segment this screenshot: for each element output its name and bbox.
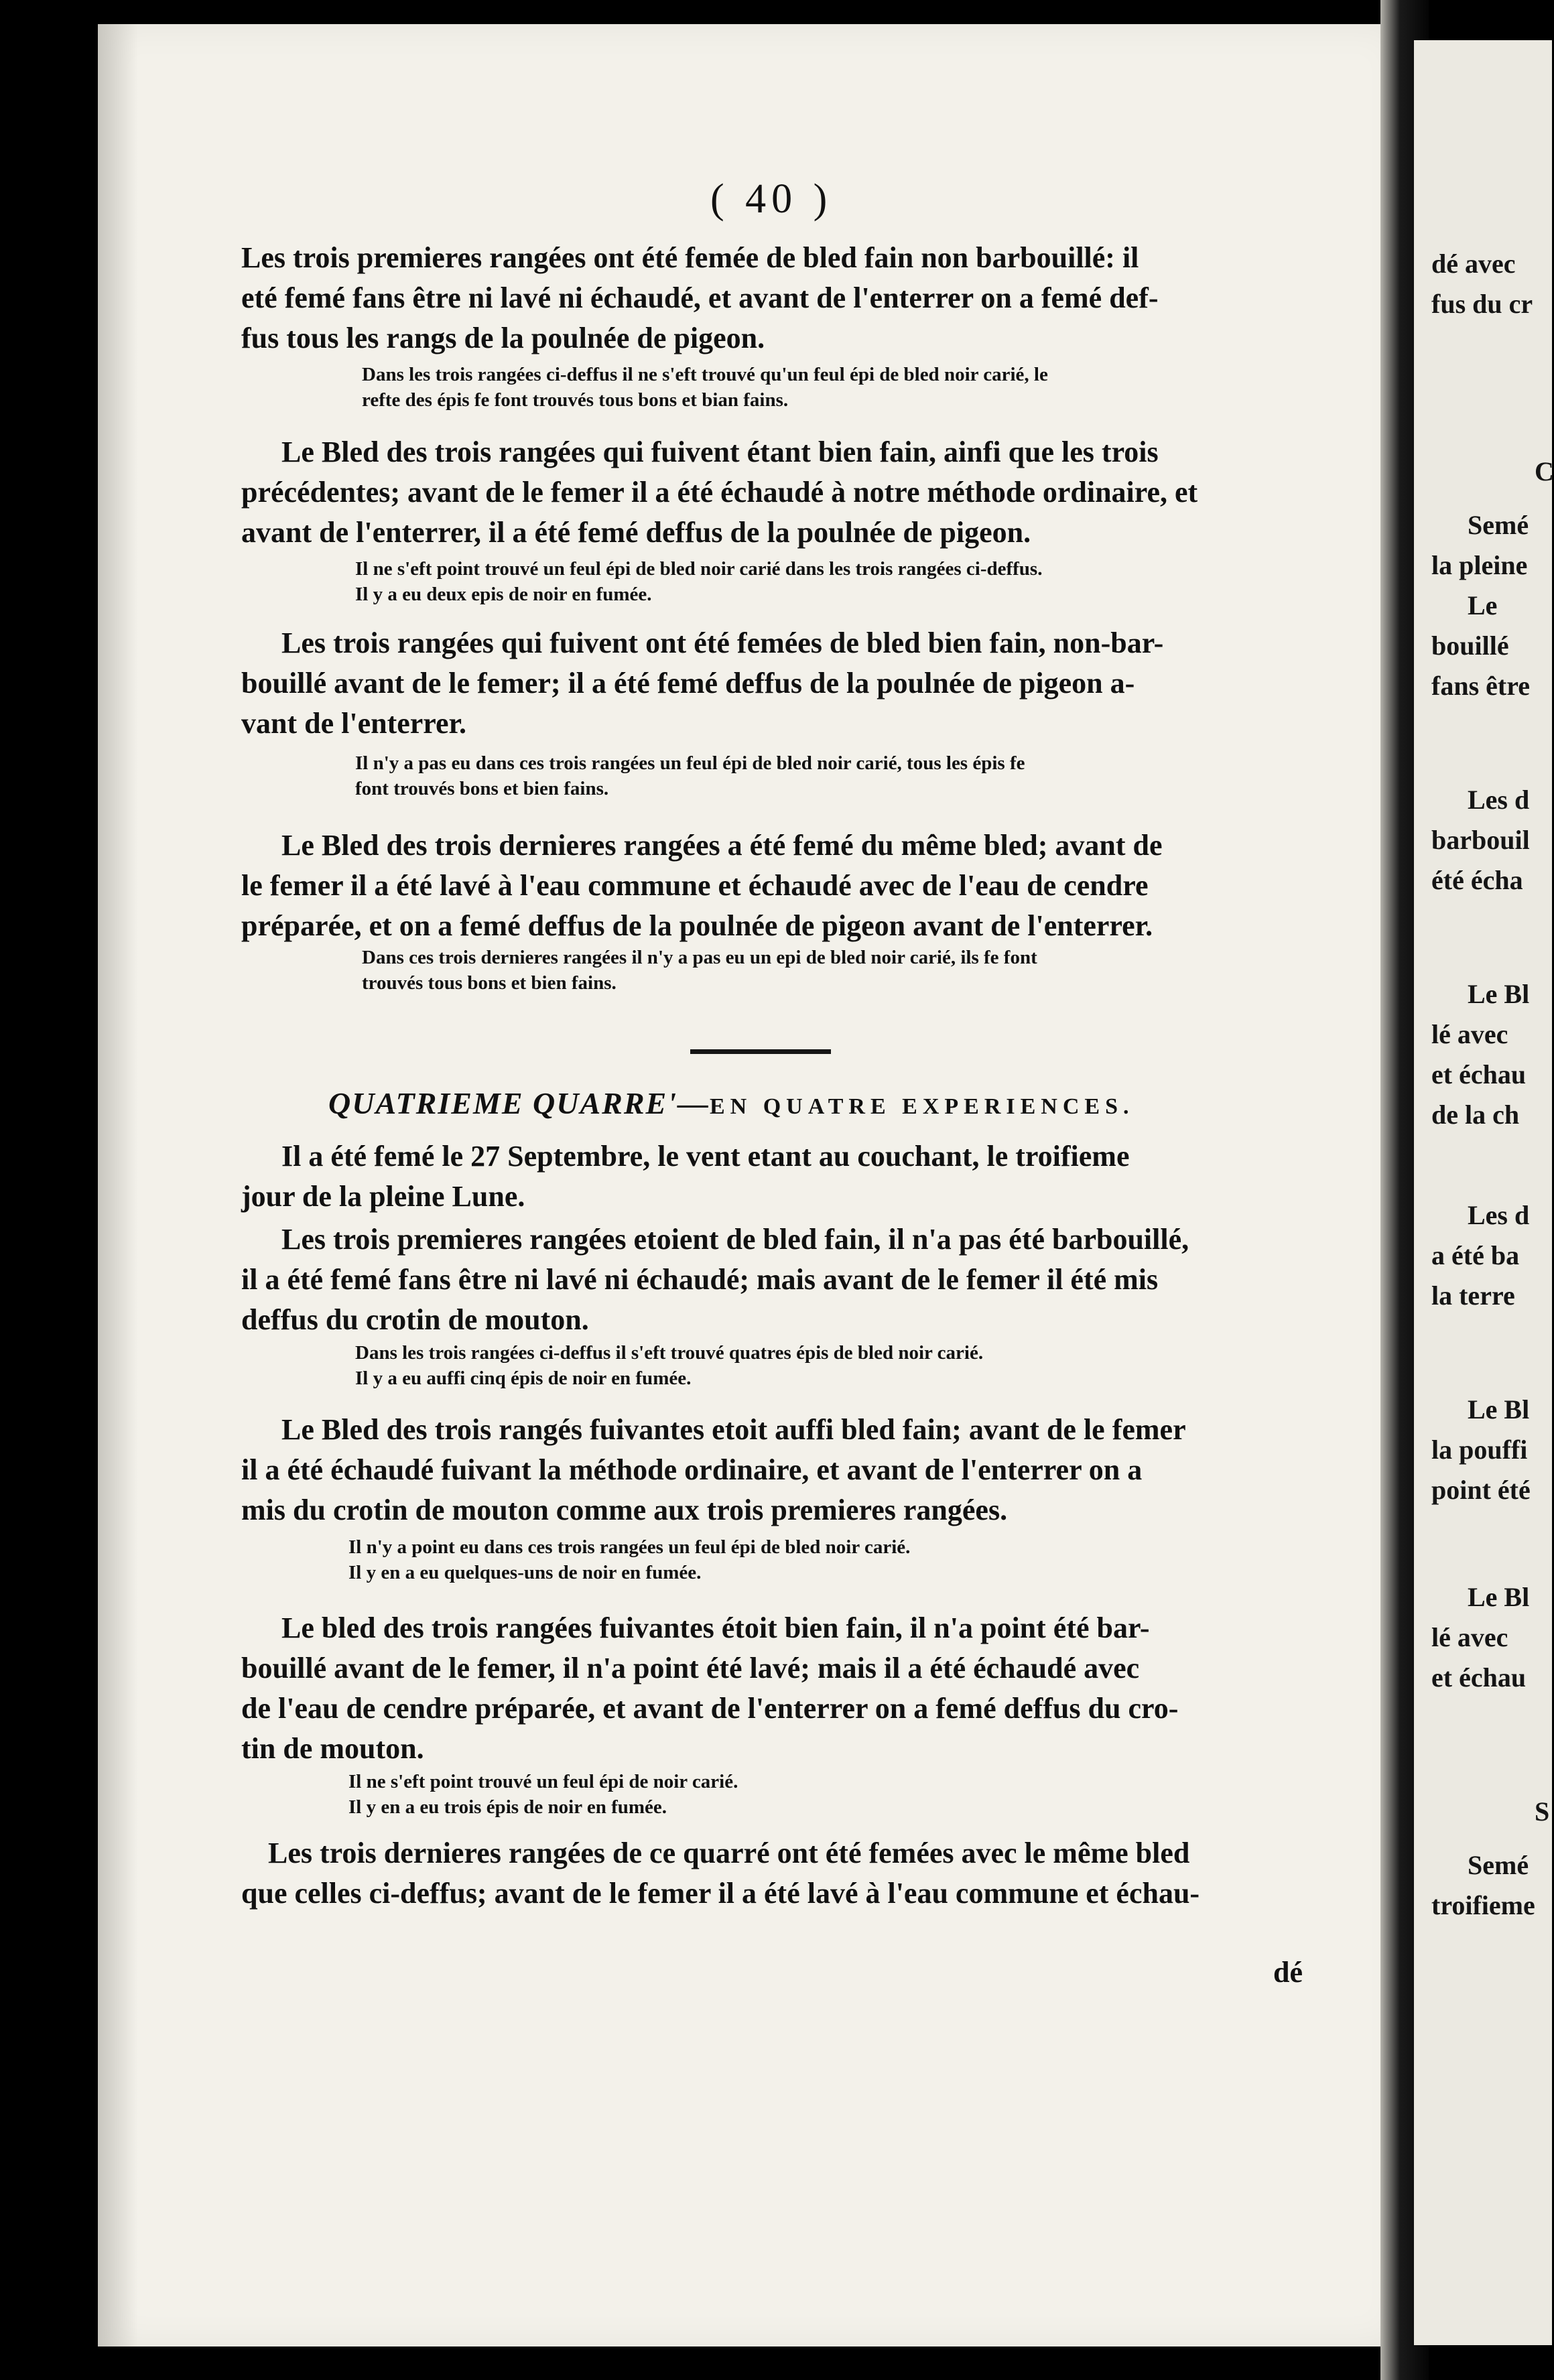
- text-line: bouillé avant de le femer; il a été femé deffus de la poulnée de pigeon a-: [241, 667, 1135, 700]
- text-line: préparée, et on a femé deffus de la poulnée de pigeon avant de l'enterrer.: [241, 909, 1153, 942]
- text-line: Il a été femé le 27 Septembre, le vent etant au couchant, le troifieme: [281, 1140, 1130, 1173]
- note: [355, 1340, 983, 1391]
- text-line: que celles ci-deffus; avant de le femer il a été lavé à l'eau commune et échau-: [241, 1877, 1200, 1910]
- text-line: trouvés tous bons et bien fains.: [362, 972, 617, 994]
- text-line: Le bled des trois rangées fuivantes étoit bien fain, il n'a point été bar-: [281, 1611, 1150, 1644]
- text-line: fans être: [1431, 671, 1530, 701]
- text-line: la pleine: [1431, 550, 1528, 580]
- page-edge-shadow: [98, 24, 138, 2346]
- page-number: ( 40 ): [710, 176, 833, 222]
- text-line: Le Bl: [1468, 1394, 1530, 1425]
- text-line: fus tous les rangs de la poulnée de pigeon.: [241, 322, 765, 354]
- catchword: dé: [1273, 1956, 1303, 1989]
- text-line: fus du cr: [1431, 289, 1533, 319]
- section-heading: [328, 1085, 1135, 1121]
- text-line: la pouffi: [1431, 1435, 1528, 1465]
- text-line: Le Bl: [1468, 1582, 1530, 1612]
- text-line: Il y en a eu quelques-uns de noir en fumée.: [348, 1562, 702, 1583]
- text-line: Les trois premieres rangées ont été femée de bled fain non barbouillé: il: [241, 241, 1139, 274]
- text-line: a été ba: [1431, 1240, 1520, 1270]
- text-line: Il ne s'eft point trouvé un feul épi de bled noir carié dans les trois rangées ci-deffus.: [355, 558, 1043, 580]
- text-line: vant de l'enterrer.: [241, 707, 467, 740]
- text-line: tin de mouton.: [241, 1732, 424, 1765]
- text-line: mis du crotin de mouton comme aux trois premieres rangées.: [241, 1494, 1008, 1526]
- paragraph: [241, 1833, 1313, 1914]
- paragraph: [241, 432, 1313, 553]
- text-line: dé avec: [1431, 249, 1516, 279]
- note: [355, 556, 1042, 607]
- text-line: été écha: [1431, 865, 1523, 895]
- text-line: la terre: [1431, 1280, 1515, 1311]
- text-line: de l'eau de cendre préparée, et avant de l'enterrer on a femé deffus du cro-: [241, 1692, 1179, 1725]
- note: [348, 1769, 738, 1820]
- note: [362, 362, 1048, 413]
- text-line: jour de la pleine Lune.: [241, 1180, 525, 1213]
- text-line: eté femé fans être ni lavé ni échaudé, et avant de l'enterrer on a femé def-: [241, 281, 1159, 314]
- text-line: Les trois premieres rangées etoient de bled fain, il n'a pas été barbouillé,: [281, 1223, 1189, 1256]
- section-divider: [690, 1049, 831, 1054]
- text-line: font trouvés bons et bien fains.: [355, 778, 609, 799]
- text-line: Dans ces trois dernieres rangées il n'y a pas eu un epi de bled noir carié, ils fe font: [362, 947, 1037, 968]
- text-line: Les d: [1468, 1200, 1530, 1230]
- paragraph: [241, 623, 1313, 744]
- text-line: refte des épis fe font trouvés tous bons et bian fains.: [362, 389, 789, 411]
- text-line: Les d: [1468, 785, 1530, 815]
- text-line: Il n'y a point eu dans ces trois rangées un feul épi de bled noir carié.: [348, 1536, 911, 1558]
- text-line: Les trois rangées qui fuivent ont été femées de bled bien fain, non-bar-: [281, 626, 1164, 659]
- text-line: il a été échaudé fuivant la méthode ordinaire, et avant de l'enterrer on a: [241, 1453, 1143, 1486]
- text-line: Il y a eu deux epis de noir en fumée.: [355, 584, 652, 605]
- text-line: Le: [1468, 590, 1498, 620]
- text-line: Il ne s'eft point trouvé un feul épi de noir carié.: [348, 1771, 738, 1792]
- right-page: [1414, 40, 1552, 2345]
- text-line: et échau: [1431, 1059, 1527, 1089]
- paragraph: [241, 238, 1313, 358]
- text-line: Le Bled des trois dernieres rangées a été femé du même bled; avant de: [281, 829, 1163, 862]
- paragraph: [241, 1410, 1313, 1530]
- text-line: Le Bled des trois rangés fuivantes etoit auffi bled fain; avant de le femer: [281, 1413, 1186, 1446]
- text-line: Semé: [1468, 510, 1529, 540]
- paragraph: [241, 1136, 1313, 1217]
- text-line: Les trois dernieres rangées de ce quarré ont été femées avec le même bled: [268, 1837, 1190, 1869]
- text-line: précédentes; avant de le femer il a été échaudé à notre méthode ordinaire, et: [241, 476, 1198, 509]
- text-line: C: [1535, 456, 1554, 486]
- text-line: lé avec: [1431, 1622, 1508, 1652]
- text-line: Semé: [1468, 1850, 1529, 1880]
- text-line: le femer il a été lavé à l'eau commune et échaudé avec de l'eau de cendre: [241, 869, 1149, 902]
- paragraph: [241, 1608, 1313, 1769]
- text-line: avant de l'enterrer, il a été femé deffus de la poulnée de pigeon.: [241, 516, 1031, 549]
- text-line: lé avec: [1431, 1019, 1508, 1049]
- note: [355, 750, 1025, 801]
- heading-subtitle: EN QUATRE EXPERIENCES.: [709, 1094, 1135, 1119]
- text-line: Le Bl: [1468, 979, 1530, 1009]
- text-line: Il y a eu auffi cinq épis de noir en fumée.: [355, 1368, 692, 1389]
- text-line: et échau: [1431, 1662, 1527, 1693]
- text-line: de la ch: [1431, 1100, 1520, 1130]
- heading-title: QUATRIEME QUARRE'—: [328, 1086, 710, 1120]
- text-line: il a été femé fans être ni lavé ni échaudé; mais avant de le femer il été mis: [241, 1263, 1159, 1296]
- text-line: deffus du crotin de mouton.: [241, 1303, 589, 1336]
- text-line: bouillé: [1431, 631, 1509, 661]
- note: [362, 945, 1037, 996]
- note: [348, 1534, 910, 1585]
- text-line: bouillé avant de le femer, il n'a point été lavé; mais il a été échaudé avec: [241, 1652, 1140, 1684]
- text-line: Il y en a eu trois épis de noir en fumée.: [348, 1796, 667, 1818]
- text-line: troifieme: [1431, 1890, 1535, 1920]
- text-line: barbouil: [1431, 825, 1530, 855]
- paragraph: [241, 1219, 1313, 1340]
- text-line: Dans les trois rangées ci-deffus il ne s'eft trouvé qu'un feul épi de bled noir carié, le: [362, 364, 1048, 385]
- text-line: point été: [1431, 1475, 1531, 1505]
- text-line: Le Bled des trois rangées qui fuivent étant bien fain, ainfi que les trois: [281, 436, 1159, 468]
- text-line: Dans les trois rangées ci-deffus il s'eft trouvé quatres épis de bled noir carié.: [355, 1342, 984, 1364]
- paragraph: [241, 825, 1313, 946]
- text-line: Il n'y a pas eu dans ces trois rangées un feul épi de bled noir carié, tous les épis fe: [355, 752, 1025, 774]
- text-line: S: [1535, 1796, 1550, 1827]
